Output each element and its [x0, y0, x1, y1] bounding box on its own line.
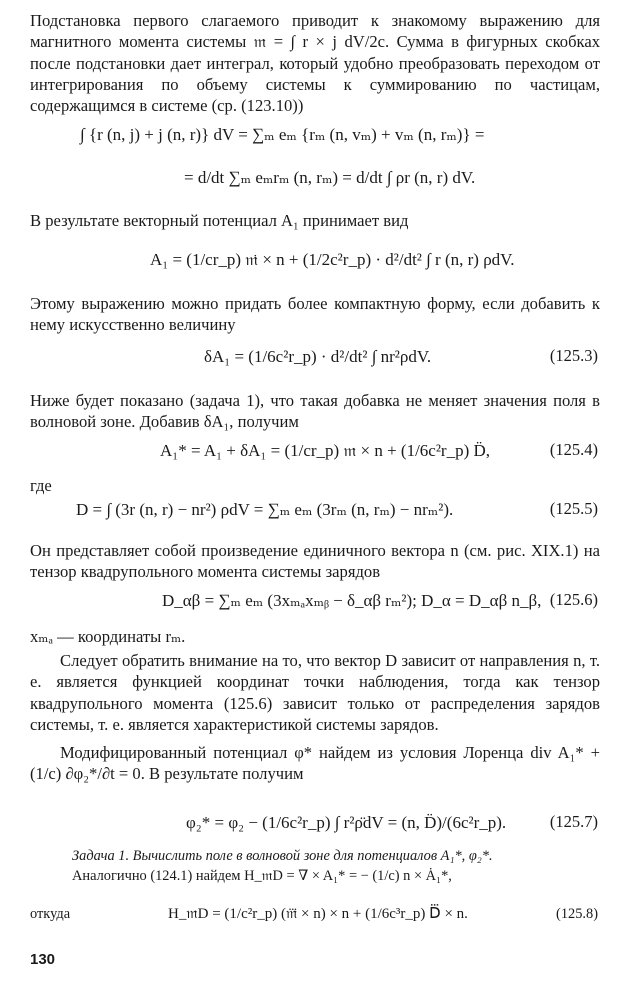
page-number: 130: [30, 951, 56, 968]
equation-quadrupole-tensor: D_αβ = ∑ₘ eₘ (3xₘₐxₘᵦ − δ_αβ rₘ²); D_α = D_αβ n_β,: [162, 591, 542, 610]
task-otkuda: откуда: [30, 906, 71, 922]
equation-sum-transform-line1: ∫ {r (n, j) + j (n, r)} dV = ∑ₘ eₘ {rₘ (n, vₘ) + vₘ (n, rₘ)} =: [80, 125, 485, 144]
paragraph-vector-potential: В результате векторный потенциал A₁ принимает вид: [30, 211, 409, 230]
paragraph-quadrupole: Он представляет собой произведение единичного вектора n (см. рис. XIX.1) на тензор квадрупольного момента системы зарядов: [30, 541, 600, 582]
paragraph-task-reference: Ниже будет показано (задача 1), что такая добавка не меняет значения поля в волновой зоне. Добавив δA₁, получим: [30, 391, 600, 432]
task-statement: Задача 1. Вычислить поле в волновой зоне для потенциалов A₁*, φ₂*.: [72, 848, 493, 864]
equation-h-field: H_𝔪D = (1/c²r_p) (𝔪⃛ × n) × n + (1/6c³r_p) D⃛ × n.: [168, 906, 468, 922]
paragraph-lorentz: Модифицированный потенциал φ* найдем из условия Лоренца div A₁* + (1/c) ∂φ₂*/∂t = 0. В результате получим: [30, 743, 600, 784]
equation-number-125-7: (125.7): [549, 812, 598, 831]
paragraph-magnetic-moment: Подстановка первого слагаемого приводит к знакомому выражению для магнитного момента системы 𝔪 = ∫ r × j dV/2c. Сумма в фигурных скобках после подстановки дает интеграл, который удобно преобразовать переходом от интегрирования по объему системы к суммированию по частицам, содержащимся в системе (ср. (123.10)): [30, 11, 600, 116]
equation-number-125-6: (125.6): [549, 590, 598, 609]
equation-number-125-4: (125.4): [549, 440, 598, 459]
paragraph-compact-form: Этому выражению можно придать более компактную форму, если добавить к нему искусственно величину: [30, 294, 600, 335]
equation-a1-star: A₁* = A₁ + δA₁ = (1/cr_p) 𝔪 × n + (1/6c²r_p) D̈,: [160, 441, 491, 460]
paragraph-coordinates: xₘₐ — координаты rₘ.: [30, 627, 186, 646]
equation-number-125-5: (125.5): [549, 499, 598, 518]
equation-d-vector: D = ∫ (3r (n, r) − nr²) ρdV = ∑ₘ eₘ (3rₘ (n, rₘ) − nrₘ²).: [76, 500, 454, 519]
task-analogy: Аналогично (124.1) найдем H_𝔪D = ∇ × A₁* = − (1/c) n × Ȧ₁*,: [72, 868, 452, 884]
equation-phi2-star: φ₂* = φ₂ − (1/6c²r_p) ∫ r²ρ̈dV = (n, D̈)/(6c²r_p).: [186, 813, 507, 832]
equation-number-125-8: (125.8): [556, 906, 598, 922]
equation-delta-a1: δA₁ = (1/6c²r_p) · d²/dt² ∫ nr²ρdV.: [204, 347, 432, 366]
equation-a1: A₁ = (1/cr_p) 𝔪̇ × n + (1/2c²r_p) · d²/dt² ∫ r (n, r) ρdV.: [150, 250, 515, 269]
paragraph-where: где: [30, 476, 52, 495]
equation-number-125-3: (125.3): [549, 346, 598, 365]
paragraph-attention: Следует обратить внимание на то, что вектор D зависит от направления n, т. е. является функцией координат точки наблюдения, тогда как тензор квадрупольного момента (125.6) зависит только от распределения зарядов системы, т. е. является характеристикой системы зарядов.: [30, 651, 600, 734]
equation-sum-transform-line2: = d/dt ∑ₘ eₘrₘ (n, rₘ) = d/dt ∫ ρr (n, r) dV.: [184, 168, 476, 187]
